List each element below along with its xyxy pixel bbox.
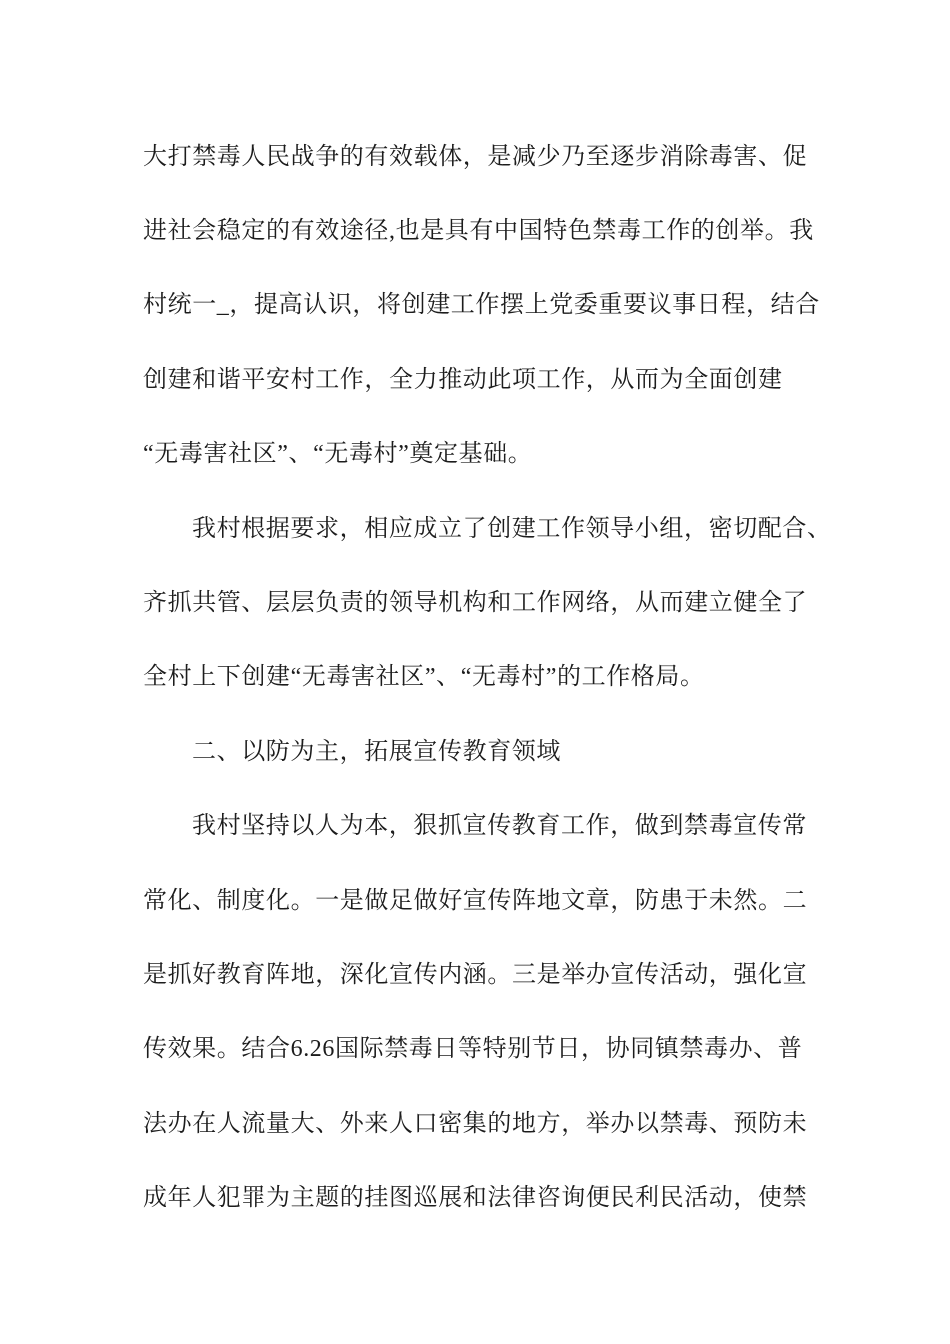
text-line: 我村根据要求，相应成立了创建工作领导小组，密切配合、 bbox=[192, 515, 832, 542]
text-line: 我村坚持以人为本，狠抓宣传教育工作，做到禁毒宣传常 bbox=[192, 813, 807, 840]
text-line: 传效果。结合6.26国际禁毒日等特别节日，协同镇禁毒办、普 bbox=[143, 1036, 803, 1063]
text-line: 齐抓共管、层层负责的领导机构和工作网络，从而建立健全了 bbox=[143, 590, 808, 617]
text-line: 成年人犯罪为主题的挂图巡展和法律咨询便民利民活动，使禁 bbox=[143, 1185, 808, 1212]
text-line: 是抓好教育阵地，深化宣传内涵。三是举办宣传活动，强化宣 bbox=[143, 961, 808, 988]
text-line: 进社会稳定的有效途径,也是具有中国特色禁毒工作的创举。我 bbox=[143, 218, 814, 245]
text-line: “无毒害社区”、“无毒村”奠定基础。 bbox=[143, 441, 533, 468]
text-line: 常化、制度化。一是做足做好宣传阵地文章，防患于未然。二 bbox=[143, 887, 808, 914]
text-line: 创建和谐平安村工作，全力推动此项工作，从而为全面创建 bbox=[143, 366, 783, 393]
text-line: 全村上下创建“无毒害社区”、“无毒村”的工作格局。 bbox=[143, 664, 705, 691]
document-body bbox=[143, 116, 863, 1232]
section-heading: 二、以防为主，拓展宣传教育领域 bbox=[192, 738, 561, 765]
text-line: 村统一_，提高认识，将创建工作摆上党委重要议事日程，结合 bbox=[143, 292, 820, 319]
text-line: 大打禁毒人民战争的有效载体，是减少乃至逐步消除毒害、促 bbox=[143, 143, 808, 170]
text-line: 法办在人流量大、外来人口密集的地方，举办以禁毒、预防未 bbox=[143, 1110, 808, 1137]
